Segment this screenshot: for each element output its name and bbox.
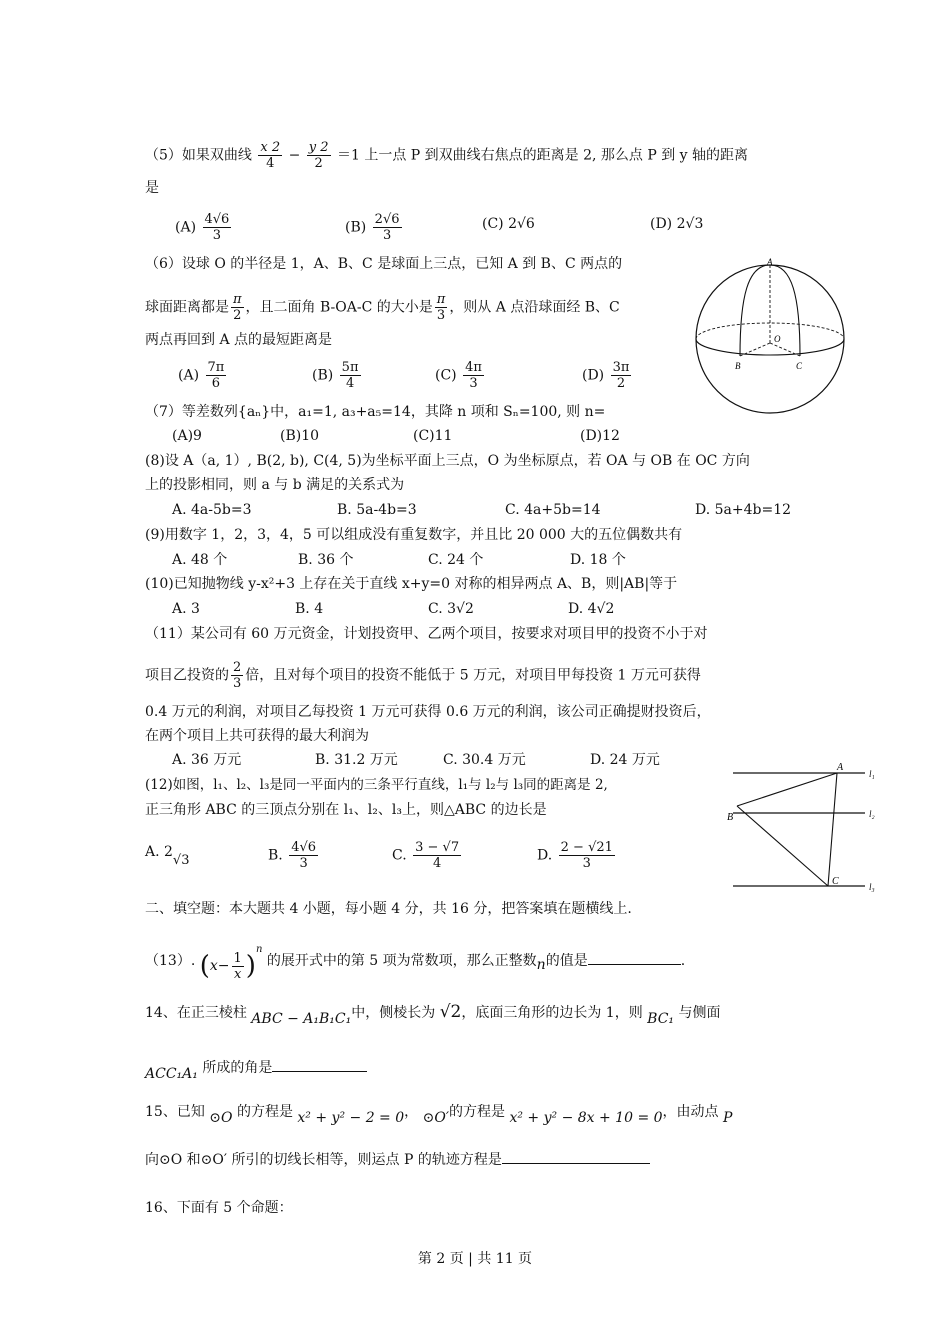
fig12-label-b: B [727, 812, 734, 823]
q14-stem: 14、在正三棱柱 ABC − A₁B₁C₁中，侧棱长为 √2，底面三角形的边长为 1，则 BC₁ 与侧面 [145, 1002, 721, 1027]
page-footer: 第 2 页 | 共 11 页 [417, 1251, 533, 1267]
q5-option-d: (D) 2√3 [650, 216, 704, 232]
q8-option-c: C. 4a+5b=14 [505, 502, 601, 518]
q5-frac-x: $\frac{x 2}{4}$ [260, 140, 281, 171]
q9-option-b: B. 36 个 [298, 552, 354, 568]
q7-option-b: (B)10 [280, 428, 320, 444]
q10-option-b: B. 4 [295, 601, 324, 617]
sphere-label-a: A [767, 257, 773, 267]
q7-option-c: (C)11 [413, 428, 453, 444]
q11-option-a: A. 36 万元 [172, 752, 242, 768]
fig12-label-c: C [832, 876, 839, 887]
q6-stem-line2: 球面距离都是 $\frac{\pi}{2}$ ，且二面角 B-OA-C 的大小是 $\frac{\pi}{3}$ ，则从 A 点沿球面经 B、C [145, 292, 620, 323]
q8-option-a: A. 4a-5b=3 [172, 502, 252, 518]
q12-option-b: B. $\frac{4√6}{3}$ [268, 840, 317, 871]
q6-option-d: (D) $\frac{3\pi}{2}$ [582, 360, 630, 391]
q9-option-a: A. 48 个 [172, 552, 228, 568]
sphere-label-c: C [796, 361, 803, 371]
q5-stem: （5）如果双曲线 $\frac{x 2}{4}$ − $\frac{y 2}{2}$ ＝1 上一点 P 到双曲线右焦点的距离是 2, 那么点 P 到 y 轴的距离 [145, 140, 749, 171]
fig12-label-a: A [837, 762, 844, 773]
q7-option-d: (D)12 [580, 428, 620, 444]
q15-stem-line2: 向⊙O 和⊙O′ 所引的切线长相等，则运点 P 的轨迹方程是 [145, 1150, 650, 1170]
fig12-label-l1: l₁ [869, 769, 875, 779]
section-2-heading: 二、填空题：本大题共 4 小题，每小题 4 分，共 16 分，把答案填在题横线上. [145, 901, 632, 917]
q10-option-c: C. 3√2 [428, 601, 474, 617]
q12-stem: (12)如图，l₁、l₂、l₃是同一平面内的三条平行直线，l₁与 l₂与 l₃同的距离是 2, [145, 777, 608, 793]
q8-stem: (8)设 A（a, 1）, B(2, b), C(4, 5)为坐标平面上三点，O 为坐标原点，若 OA 与 OB 在 OC 方向 [145, 453, 750, 469]
q11-option-c: C. 30.4 万元 [443, 752, 526, 768]
q5-option-c: (C) 2√6 [482, 216, 535, 232]
q12-option-c: C. $\frac{3 - √7}{4}$ [392, 840, 460, 871]
q15-answer-blank[interactable] [502, 1163, 650, 1164]
q5-option-b: (B) $\frac{2√6}{3}$ [345, 212, 400, 243]
q10-stem: (10)已知抛物线 y-x²+3 上存在关于直线 x+y=0 对称的相异两点 A、B，则|AB|等于 [145, 576, 678, 592]
q8-stem-line2: 上的投影相同，则 a 与 b 满足的关系式为 [145, 477, 405, 493]
fig12-label-l2: l₂ [869, 809, 875, 819]
fig12-label-l3: l₃ [869, 882, 875, 892]
sphere-label-o: O [774, 334, 781, 344]
q9-option-c: C. 24 个 [428, 552, 484, 568]
sphere-label-b: B [735, 361, 741, 371]
q14-answer-blank[interactable] [272, 1071, 367, 1072]
q5-option-a: (A) $\frac{4√6}{3}$ [175, 212, 230, 243]
q16-stem: 16、下面有 5 个命题： [145, 1200, 293, 1216]
sphere-figure [690, 256, 850, 416]
q8-option-b: B. 5a-4b=3 [337, 502, 417, 518]
q11-stem-line3: 0.4 万元的利润，对项目乙每投资 1 万元可获得 0.6 万元的利润，该公司正确提财投资后， [145, 704, 711, 720]
q13-stem: （13）. (x− $\frac{1}{x}$ )$^n$ 的展开式中的第 5 项为常数项，那么正整数n的值是 . [145, 940, 685, 982]
q13-answer-blank[interactable] [588, 964, 681, 965]
q12-option-a: A. 2√3 [145, 844, 190, 868]
q11-option-d: D. 24 万元 [590, 752, 660, 768]
q12-option-d: D. $\frac{2 - √21}{3}$ [537, 840, 613, 871]
q6-stem-line3: 两点再回到 A 点的最短距离是 [145, 332, 333, 348]
q8-option-d: D. 5a+4b=12 [695, 502, 792, 518]
q6-option-a: (A) $\frac{7\pi}{6}$ [178, 360, 225, 391]
q9-option-d: D. 18 个 [570, 552, 626, 568]
q6-option-b: (B) $\frac{5\pi}{4}$ [312, 360, 359, 391]
q11-stem: （11）某公司有 60 万元资金，计划投资甲、乙两个项目，按要求对项目甲的投资不小于对 [145, 626, 708, 642]
parallel-lines-figure [725, 758, 885, 898]
q15-stem: 15、已知 ⊙O 的方程是 x² + y² − 2 = 0， ⊙O′的方程是 x² + y² − 8x + 10 = 0，由动点 P [145, 1104, 733, 1126]
q14-stem-line2: ACC₁A₁ 所成的角是 [145, 1058, 367, 1078]
q11-option-b: B. 31.2 万元 [315, 752, 398, 768]
q11-stem-line2: 项目乙投资的 $\frac{2}{3}$ 倍，且对每个项目的投资不能低于 5 万元，对项目甲每投资 1 万元可获得 [145, 660, 701, 691]
q12-stem-line2: 正三角形 ABC 的三顶点分别在 l₁、l₂、l₃上，则△ABC 的边长是 [145, 802, 547, 818]
q10-option-d: D. 4√2 [568, 601, 615, 617]
q5-frac-y: $\frac{y 2}{2}$ [308, 140, 329, 171]
q11-stem-line4: 在两个项目上共可获得的最大利润为 [145, 728, 369, 744]
q6-stem: （6）设球 O 的半径是 1，A、B、C 是球面上三点，已知 A 到 B、C 两点的 [145, 256, 623, 272]
q5-stem-cont: 是 [145, 180, 159, 196]
q13-binomial: (x− $\frac{1}{x}$ )$^n$ [199, 944, 263, 982]
q7-option-a: (A)9 [172, 428, 202, 444]
q9-stem: (9)用数字 1，2，3，4，5 可以组成没有重复数字，并且比 20 000 大的五位偶数共有 [145, 527, 683, 543]
q10-option-a: A. 3 [172, 601, 200, 617]
q6-option-c: (C) $\frac{4\pi}{3}$ [435, 360, 482, 391]
q7-stem: （7）等差数列{aₙ}中，a₁=1, a₃+a₅=14，其降 n 项和 Sₙ=100, 则 n= [145, 404, 606, 420]
